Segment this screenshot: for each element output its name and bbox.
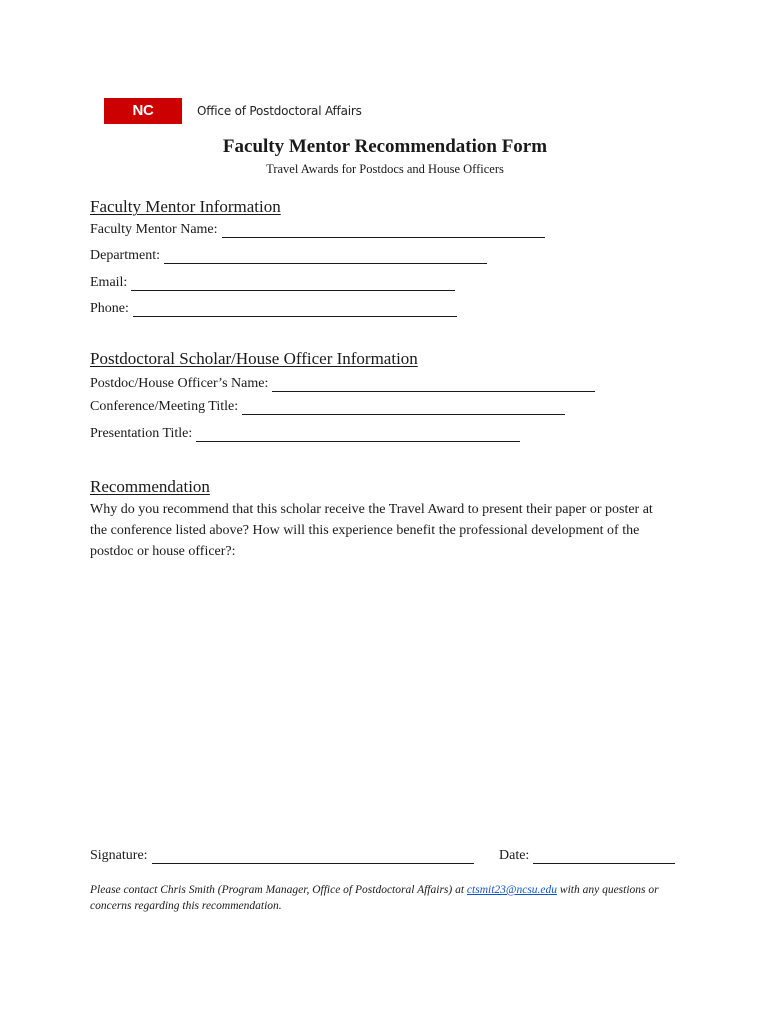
email-input[interactable] bbox=[131, 278, 455, 291]
scholar-name-label: Postdoc/House Officer’s Name: bbox=[90, 376, 269, 391]
form-subtitle: Travel Awards for Postdocs and House Officers bbox=[266, 162, 504, 176]
form-title: Faculty Mentor Recommendation Form bbox=[222, 136, 548, 157]
date-label: Date: bbox=[499, 848, 530, 863]
scholar-name-field bbox=[90, 376, 595, 392]
header-logo bbox=[104, 98, 362, 145]
date-field bbox=[499, 848, 675, 864]
department-label: Department: bbox=[90, 248, 160, 263]
scholar-section-heading: Postdoctoral Scholar/House Officer Information bbox=[90, 349, 418, 368]
mentor-name-label: Faculty Mentor Name: bbox=[90, 222, 218, 237]
contact-text-after: with any questions or concerns regarding this recommendation. bbox=[90, 884, 659, 912]
signature-label: Signature: bbox=[90, 848, 148, 863]
date-input[interactable] bbox=[533, 851, 675, 864]
presentation-field bbox=[90, 426, 520, 442]
contact-text-before: Please contact Chris Smith (Program Manager, Office of Postdoctoral Affairs) at bbox=[90, 884, 467, 896]
signature-field bbox=[90, 848, 474, 864]
conference-label: Conference/Meeting Title: bbox=[90, 399, 239, 414]
office-name: Office of Postdoctoral Affairs bbox=[197, 104, 362, 118]
conference-field bbox=[90, 399, 565, 415]
department-field bbox=[90, 248, 487, 264]
mentor-name-input[interactable] bbox=[222, 225, 545, 238]
presentation-label: Presentation Title: bbox=[90, 426, 193, 441]
mentor-section-heading: Faculty Mentor Information bbox=[90, 197, 281, 216]
phone-label: Phone: bbox=[90, 301, 129, 316]
contact-note bbox=[90, 882, 680, 914]
presentation-input[interactable] bbox=[196, 429, 520, 442]
recommendation-question: Why do you recommend that this scholar receive the Travel Award to present their paper or poster at the conference listed above? How will this experience benefit the professional development of the postdoc or house officer?: bbox=[90, 502, 653, 559]
department-input[interactable] bbox=[164, 251, 487, 264]
scholar-name-input[interactable] bbox=[272, 379, 595, 392]
signature-input[interactable] bbox=[152, 851, 474, 864]
email-label: Email: bbox=[90, 275, 128, 290]
recommendation-section-heading: Recommendation bbox=[90, 477, 210, 496]
phone-input[interactable] bbox=[133, 304, 457, 317]
conference-input[interactable] bbox=[242, 402, 565, 415]
nc-state-logo: NC STATE bbox=[104, 98, 182, 124]
contact-email-link[interactable]: ctsmit23@ncsu.edu bbox=[466, 884, 558, 896]
phone-field bbox=[90, 301, 457, 317]
mentor-name-field bbox=[90, 222, 545, 238]
email-field bbox=[90, 275, 455, 291]
